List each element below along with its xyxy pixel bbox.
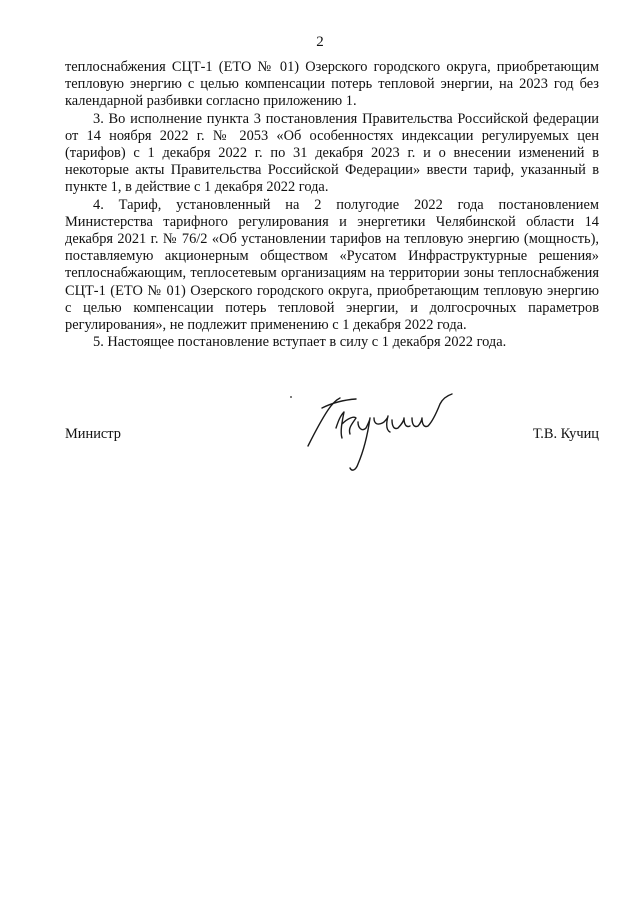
page-number: 2 xyxy=(316,34,324,50)
document-body xyxy=(65,59,599,351)
paragraph-item-5: 5. Настоящее постановление вступает в силу с 1 декабря 2022 года. xyxy=(93,334,507,351)
signatory-title: Министр xyxy=(65,426,121,442)
signatory-name: Т.В. Кучиц xyxy=(532,426,599,442)
paragraph-item-3: 3. Во исполнение пункта 3 постановления Правительства Российской федерации от 14 ноября 2022 г. № 2053 «Об особенностях индексации регулируемых цен (тарифов) с 1 декабря 2022 г. по 31 декабря 2023 г. и о внесении изменений в некоторые акты Правительства Российской Федерации» ввести тариф, указанный в пункте 1, в действие с 1 декабря 2022 года. xyxy=(65,110,599,196)
paragraph-continuation: теплоснабжения СЦТ-1 (ЕТО № 01) Озерского городского округа, приобретающим тепловую энергию с целью компенсации потерь тепловой энергии, на 2023 год без календарной разбивки согласно приложению 1. xyxy=(65,59,599,110)
paragraph-item-4: 4. Тариф, установленный на 2 полугодие 2022 года постановлением Министерства тарифного регулирования и энергетики Челябинской области 14 декабря 2021 г. № 76/2 «Об установлении тарифов на тепловую энергию (мощность), поставляемую акционерным обществом «Русатом Инфраструктурные решения» теплоснабжающим, теплосетевым организациям на территории зоны теплоснабжения СЦТ-1 (ЕТО № 01) Озерского городского округа, приобретающим тепловую энергию с целью компенсации потерь тепловой энергии, и долгосрочных параметров регулирования», не подлежит применению с 1 декабря 2022 года. xyxy=(65,196,599,334)
signature-row xyxy=(65,426,599,446)
ink-dot xyxy=(290,396,292,398)
